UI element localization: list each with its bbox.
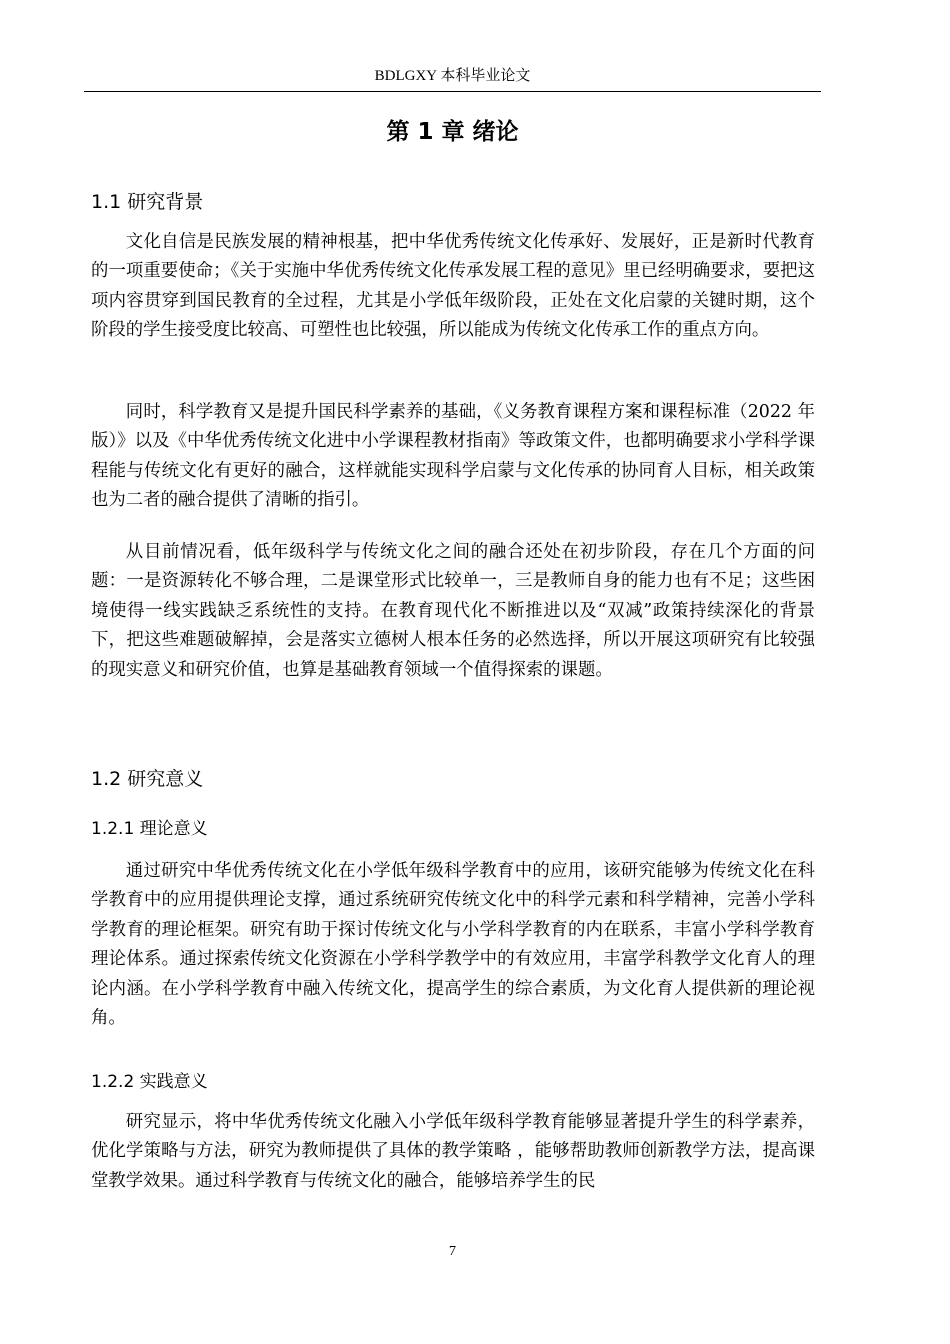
subsection-heading-theory: 1.2.1 理论意义 (91, 819, 208, 839)
subsection-heading-practice: 1.2.2 实践意义 (91, 1072, 208, 1092)
chapter-title: 第 1 章 绪论 (386, 119, 519, 145)
header-rule (84, 91, 821, 92)
paragraph-practice: 研究显示，将中华优秀传统文化融入小学低年级科学教育能够显著提升学生的科学素养，优化学策略与方法，研究为教师提供了具体的教学策略 ，能够帮助教师创新教学方法，提高课堂教学效果。通过科学教育与传统文化的融合，能够培养学生的民 (91, 1112, 815, 1191)
section-heading-significance: 1.2 研究意义 (91, 768, 204, 790)
paragraph-theory: 通过研究中华优秀传统文化在小学低年级科学教育中的应用，该研究能够为传统文化在科学教育中的应用提供理论支撑，通过系统研究传统文化中的科学元素和科学精神，完善小学科学教育的理论框架。研究有助于探讨传统文化与小学科学教育的内在联系，丰富小学科学教育理论体系。通过探索传统文化资源在小学科学教学中的有效应用，丰富学科教学文化育人的理论内涵。在小学科学教育中融入传统文化，提高学生的综合素质，为文化育人提供新的理论视角。 (91, 861, 815, 1029)
page-number: 7 (449, 1244, 456, 1259)
section-heading-background: 1.1 研究背景 (91, 191, 204, 213)
paragraph-background-1: 文化自信是民族发展的精神根基，把中华优秀传统文化传承好、发展好，正是新时代教育的一项重要使命；《关于实施中华优秀传统文化传承发展工程的意见》里已经明确要求，要把这项内容贯穿到国民教育的全过程，尤其是小学低年级阶段，正处在文化启蒙的关键时期，这个阶段的学生接受度比较高、可塑性也比较强，所以能成为传统文化传承工作的重点方向。 (91, 232, 815, 341)
running-header: BDLGXY 本科毕业论文 (374, 68, 531, 84)
paragraph-background-3: 从目前情况看，低年级科学与传统文化之间的融合还处在初步阶段，存在几个方面的问题：一是资源转化不够合理，二是课堂形式比较单一，三是教师自身的能力也有不足；这些困境使得一线实践缺乏系统性的支持。在教育现代化不断推进以及“双减”政策持续深化的背景下，把这些难题破解掉，会是落实立德树人根本任务的必然选择，所以开展这项研究有比较强的现实意义和研究价值，也算是基础教育领域一个值得探索的课题。 (91, 542, 815, 680)
paragraph-background-2: 同时，科学教育又是提升国民科学素养的基础，《义务教育课程方案和课程标准（2022 年版）》以及《中华优秀传统文化进中小学课程教材指南》等政策文件，也都明确要求小学科学课程能与传统文化有更好的融合，这样就能实现科学启蒙与文化传承的协同育人目标，相关政策也为二者的融合提供了清晰的指引。 (91, 402, 815, 511)
